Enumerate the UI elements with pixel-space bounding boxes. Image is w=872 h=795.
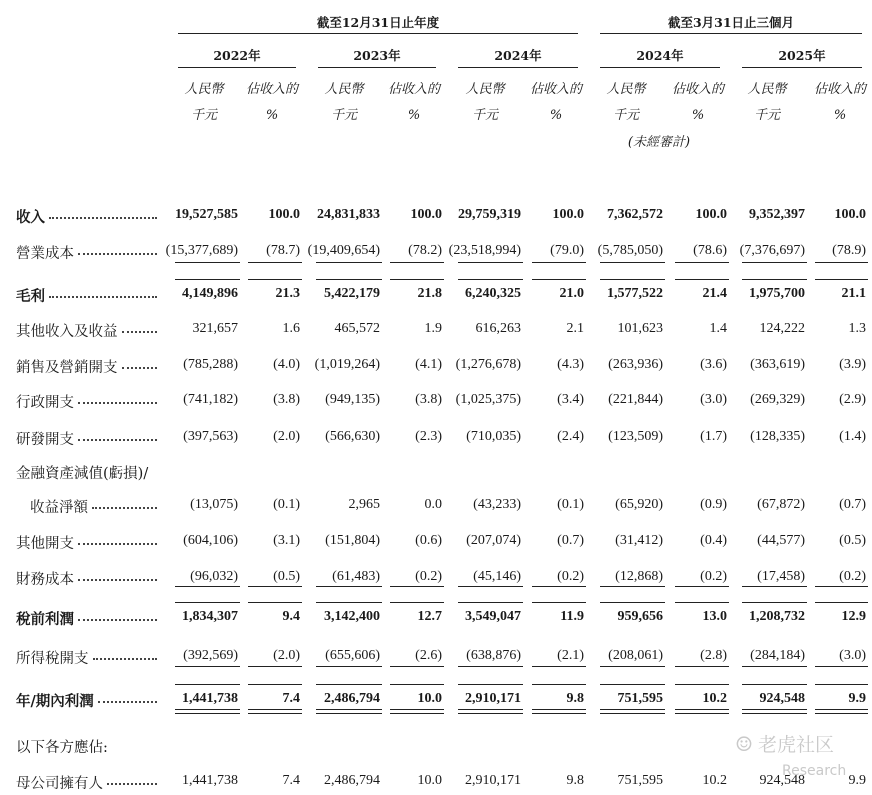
percent-cell: (3.8): [273, 392, 300, 407]
percent-cell: (2.3): [415, 429, 442, 444]
amount-cell: (263,936): [608, 357, 663, 372]
percent-cell: 10.2: [702, 691, 727, 706]
amount-cell: (741,182): [183, 392, 238, 407]
unit-pct: 佔收入的 %: [529, 82, 582, 123]
row-label: 所得稅開支: [16, 651, 89, 667]
amount-cell: (1,025,375): [455, 392, 521, 407]
percent-cell: (0.1): [273, 497, 300, 512]
total-double-rule: [248, 709, 302, 710]
percent-cell: 10.0: [417, 691, 442, 706]
subtotal-rule: [316, 262, 382, 263]
subtotal-rule: [458, 262, 523, 263]
amount-cell: 3,549,047: [465, 609, 521, 624]
percent-cell: 7.4: [282, 691, 300, 706]
percent-cell: 1.3: [848, 321, 866, 336]
percent-cell: (0.2): [415, 569, 442, 584]
percent-cell: (2.4): [557, 429, 584, 444]
total-double-rule: [248, 713, 302, 714]
subtotal-rule: [742, 666, 807, 667]
amount-cell: (710,035): [466, 429, 521, 444]
year-2024-3m: 2024年: [636, 48, 684, 63]
amount-cell: 465,572: [334, 321, 380, 336]
unit-pct: 佔收入的 %: [813, 82, 866, 123]
subtotal-rule: [175, 684, 240, 685]
percent-cell: (0.9): [700, 497, 727, 512]
subtotal-rule: [815, 684, 868, 685]
percent-cell: (78.2): [408, 243, 442, 258]
subtotal-rule: [248, 684, 302, 685]
row-label: 其他開支: [16, 536, 74, 552]
subtotal-rule: [316, 666, 382, 667]
rule-year-2024-3m: [600, 67, 720, 68]
amount-cell: 2,486,794: [324, 773, 380, 788]
subtotal-rule: [316, 602, 382, 603]
percent-cell: (1.4): [839, 429, 866, 444]
percent-cell: (0.1): [557, 497, 584, 512]
subtotal-rule: [390, 279, 444, 280]
percent-cell: 11.9: [560, 609, 584, 624]
rule-year-2024: [458, 67, 578, 68]
row-label: 稅前利潤: [16, 611, 74, 628]
amount-cell: 1,975,700: [749, 286, 805, 301]
percent-cell: 2.1: [566, 321, 584, 336]
percent-cell: 21.1: [841, 286, 866, 301]
subtotal-rule: [248, 666, 302, 667]
total-double-rule: [532, 709, 586, 710]
subtotal-rule: [248, 586, 302, 587]
amount-cell: (221,844): [608, 392, 663, 407]
percent-cell: (0.7): [557, 533, 584, 548]
amount-cell: 616,263: [475, 321, 521, 336]
percent-cell: 10.2: [702, 773, 727, 788]
amount-cell: (208,061): [608, 648, 663, 663]
unaudited-note: (未經審計): [627, 135, 691, 150]
percent-cell: (0.2): [557, 569, 584, 584]
percent-cell: (0.2): [700, 569, 727, 584]
percent-cell: 7.4: [282, 773, 300, 788]
row-label: 年/期內利潤: [16, 693, 94, 710]
amount-cell: 101,623: [617, 321, 663, 336]
watermark: [735, 730, 834, 757]
amount-cell: 29,759,319: [458, 207, 521, 222]
subtotal-rule: [532, 666, 586, 667]
amount-cell: (363,619): [750, 357, 805, 372]
subtotal-rule: [248, 602, 302, 603]
subtotal-rule: [390, 666, 444, 667]
watermark-brand: 老虎社区: [758, 734, 835, 756]
amount-cell: (949,135): [325, 392, 380, 407]
subtotal-rule: [175, 262, 240, 263]
total-double-rule: [742, 709, 807, 710]
subtotal-rule: [815, 279, 868, 280]
percent-cell: (0.7): [839, 497, 866, 512]
amount-cell: 1,441,738: [182, 773, 238, 788]
amount-cell: 924,548: [759, 773, 805, 788]
percent-cell: 0.0: [424, 497, 442, 512]
unit-pct: 佔收入的 %: [387, 82, 440, 123]
percent-cell: (0.2): [839, 569, 866, 584]
percent-cell: (3.4): [557, 392, 584, 407]
year-2025-3m: 2025年: [778, 48, 826, 63]
unit-pct: 佔收入的 %: [671, 82, 724, 123]
total-double-rule: [815, 709, 868, 710]
amount-cell: 5,422,179: [324, 286, 380, 301]
amount-cell: (655,606): [325, 648, 380, 663]
row-label: 其他收入及收益: [16, 324, 118, 340]
subtotal-rule: [175, 279, 240, 280]
subtotal-rule: [675, 586, 729, 587]
watermark-sub: Research: [782, 763, 847, 779]
amount-cell: (12,868): [615, 569, 663, 584]
total-double-rule: [675, 713, 729, 714]
row-label: 母公司擁有人: [16, 776, 103, 792]
subtotal-rule: [675, 602, 729, 603]
subtotal-rule: [600, 684, 665, 685]
subtotal-rule: [458, 666, 523, 667]
row-label: 研發開支: [16, 432, 74, 448]
amount-cell: (15,377,689): [165, 243, 238, 258]
percent-cell: 9.4: [282, 609, 300, 624]
year-2022: 2022年: [213, 48, 261, 63]
amount-cell: (604,106): [183, 533, 238, 548]
percent-cell: (4.1): [415, 357, 442, 372]
percent-cell: 12.9: [841, 609, 866, 624]
subtotal-rule: [458, 279, 523, 280]
amount-cell: (284,184): [750, 648, 805, 663]
amount-cell: (43,233): [473, 497, 521, 512]
percent-cell: 21.4: [702, 286, 727, 301]
amount-cell: 2,486,794: [324, 691, 380, 706]
subtotal-rule: [742, 262, 807, 263]
year-2023: 2023年: [353, 48, 401, 63]
rule-3m-group: [600, 33, 862, 34]
amount-cell: (65,920): [615, 497, 663, 512]
subtotal-rule: [815, 666, 868, 667]
row-label: 銷售及營銷開支: [16, 360, 118, 376]
percent-cell: (79.0): [550, 243, 584, 258]
total-double-rule: [742, 713, 807, 714]
percent-cell: 21.0: [559, 286, 584, 301]
percent-cell: (2.8): [700, 648, 727, 663]
row-label: 行政開支: [16, 395, 74, 411]
percent-cell: (0.6): [415, 533, 442, 548]
subtotal-rule: [742, 279, 807, 280]
amount-cell: 3,142,400: [324, 609, 380, 624]
amount-cell: 959,656: [617, 609, 663, 624]
percent-cell: 1.4: [709, 321, 727, 336]
amount-cell: (128,335): [750, 429, 805, 444]
row-label: 營業成本: [16, 246, 74, 262]
amount-cell: (392,569): [183, 648, 238, 663]
percent-cell: 9.9: [848, 773, 866, 788]
amount-cell: 924,548: [759, 691, 805, 706]
amount-cell: 19,527,585: [175, 207, 238, 222]
percent-cell: (1.7): [700, 429, 727, 444]
total-double-rule: [175, 709, 240, 710]
subtotal-rule: [175, 666, 240, 667]
percent-cell: 100.0: [834, 207, 866, 222]
subtotal-rule: [675, 279, 729, 280]
subtotal-rule: [600, 666, 665, 667]
year-2024: 2024年: [494, 48, 542, 63]
rule-fy-group: [178, 33, 578, 34]
percent-cell: 1.9: [424, 321, 442, 336]
total-double-rule: [175, 713, 240, 714]
percent-cell: 9.8: [566, 773, 584, 788]
subtotal-rule: [316, 586, 382, 587]
amount-cell: (61,483): [332, 569, 380, 584]
subtotal-rule: [675, 666, 729, 667]
subtotal-rule: [390, 684, 444, 685]
subtotal-rule: [458, 602, 523, 603]
unit-amount: 人民幣 千元: [747, 82, 787, 123]
percent-cell: (78.6): [693, 243, 727, 258]
amount-cell: 751,595: [617, 773, 663, 788]
amount-cell: (151,804): [325, 533, 380, 548]
subtotal-rule: [458, 586, 523, 587]
row-label: 財務成本: [16, 572, 74, 588]
subtotal-rule: [532, 602, 586, 603]
percent-cell: (3.0): [839, 648, 866, 663]
percent-cell: (4.3): [557, 357, 584, 372]
amount-cell: 2,910,171: [465, 773, 521, 788]
subtotal-rule: [532, 262, 586, 263]
amount-cell: 1,577,522: [607, 286, 663, 301]
amount-cell: 9,352,397: [749, 207, 805, 222]
amount-cell: (7,376,697): [739, 243, 805, 258]
percent-cell: (3.9): [839, 357, 866, 372]
subtotal-rule: [742, 586, 807, 587]
total-double-rule: [458, 713, 523, 714]
amount-cell: (17,458): [757, 569, 805, 584]
percent-cell: 13.0: [702, 609, 727, 624]
row-label: 以下各方應佔:: [16, 740, 108, 756]
subtotal-rule: [390, 586, 444, 587]
subtotal-rule: [742, 602, 807, 603]
percent-cell: 100.0: [268, 207, 300, 222]
percent-cell: 12.7: [417, 609, 442, 624]
subtotal-rule: [532, 279, 586, 280]
amount-cell: (23,518,994): [448, 243, 521, 258]
total-double-rule: [316, 713, 382, 714]
percent-cell: 100.0: [695, 207, 727, 222]
total-double-rule: [600, 713, 665, 714]
subtotal-rule: [600, 602, 665, 603]
amount-cell: (13,075): [190, 497, 238, 512]
percent-cell: 21.3: [275, 286, 300, 301]
percent-cell: (0.5): [839, 533, 866, 548]
amount-cell: (1,276,678): [455, 357, 521, 372]
amount-cell: (397,563): [183, 429, 238, 444]
unit-amount: 人民幣 千元: [465, 82, 505, 123]
row-label: 毛利: [16, 288, 45, 305]
percent-cell: 21.8: [417, 286, 442, 301]
total-double-rule: [600, 709, 665, 710]
subtotal-rule: [675, 262, 729, 263]
subtotal-rule: [815, 602, 868, 603]
percent-cell: (2.0): [273, 648, 300, 663]
percent-cell: (2.0): [273, 429, 300, 444]
subtotal-rule: [458, 684, 523, 685]
rule-year-2023: [318, 67, 436, 68]
subtotal-rule: [532, 684, 586, 685]
percent-cell: (2.1): [557, 648, 584, 663]
amount-cell: 24,831,833: [317, 207, 380, 222]
percent-cell: (0.4): [700, 533, 727, 548]
percent-cell: (3.0): [700, 392, 727, 407]
percent-cell: (4.0): [273, 357, 300, 372]
rule-year-2022: [178, 67, 296, 68]
subtotal-rule: [600, 262, 665, 263]
amount-cell: 7,362,572: [607, 207, 663, 222]
amount-cell: 1,441,738: [182, 691, 238, 706]
amount-cell: (638,876): [466, 648, 521, 663]
percent-cell: (2.9): [839, 392, 866, 407]
amount-cell: (207,074): [466, 533, 521, 548]
amount-cell: (5,785,050): [597, 243, 663, 258]
percent-cell: (78.9): [832, 243, 866, 258]
amount-cell: 2,965: [348, 497, 380, 512]
amount-cell: (96,032): [190, 569, 238, 584]
amount-cell: (45,146): [473, 569, 521, 584]
header-3m-group: 截至3月31日止三個月: [667, 15, 795, 30]
total-double-rule: [815, 713, 868, 714]
total-double-rule: [458, 709, 523, 710]
subtotal-rule: [675, 684, 729, 685]
percent-cell: 9.9: [848, 691, 866, 706]
total-double-rule: [316, 709, 382, 710]
total-double-rule: [390, 713, 444, 714]
percent-cell: 1.6: [282, 321, 300, 336]
amount-cell: (123,509): [608, 429, 663, 444]
subtotal-rule: [248, 262, 302, 263]
percent-cell: (0.5): [273, 569, 300, 584]
unit-amount: 人民幣 千元: [184, 82, 224, 123]
subtotal-rule: [175, 586, 240, 587]
percent-cell: (78.7): [266, 243, 300, 258]
watermark-logo-icon: ☺: [735, 732, 753, 756]
amount-cell: 4,149,896: [182, 286, 238, 301]
amount-cell: (67,872): [757, 497, 805, 512]
row-label-continuation: 收益淨額: [30, 500, 88, 516]
subtotal-rule: [815, 586, 868, 587]
unit-amount: 人民幣 千元: [606, 82, 646, 123]
percent-cell: 10.0: [417, 773, 442, 788]
amount-cell: (785,288): [183, 357, 238, 372]
rule-year-2025-3m: [742, 67, 862, 68]
percent-cell: 100.0: [410, 207, 442, 222]
subtotal-rule: [248, 279, 302, 280]
subtotal-rule: [316, 279, 382, 280]
row-label: 收入: [16, 209, 45, 226]
amount-cell: (1,019,264): [314, 357, 380, 372]
subtotal-rule: [175, 602, 240, 603]
subtotal-rule: [390, 602, 444, 603]
amount-cell: 1,208,732: [749, 609, 805, 624]
amount-cell: 1,834,307: [182, 609, 238, 624]
amount-cell: 321,657: [192, 321, 238, 336]
percent-cell: 100.0: [552, 207, 584, 222]
subtotal-rule: [390, 262, 444, 263]
total-double-rule: [390, 709, 444, 710]
percent-cell: (2.6): [415, 648, 442, 663]
amount-cell: (566,630): [325, 429, 380, 444]
header-fy-group: 截至12月31日止年度: [316, 15, 440, 30]
unit-amount: 人民幣 千元: [324, 82, 364, 123]
amount-cell: (269,329): [750, 392, 805, 407]
percent-cell: 9.8: [566, 691, 584, 706]
amount-cell: 6,240,325: [465, 286, 521, 301]
amount-cell: 2,910,171: [465, 691, 521, 706]
subtotal-rule: [532, 586, 586, 587]
percent-cell: (3.6): [700, 357, 727, 372]
total-double-rule: [675, 709, 729, 710]
subtotal-rule: [600, 279, 665, 280]
total-double-rule: [532, 713, 586, 714]
amount-cell: (19,409,654): [307, 243, 380, 258]
subtotal-rule: [742, 684, 807, 685]
unit-pct: 佔收入的 %: [245, 82, 298, 123]
amount-cell: (44,577): [757, 533, 805, 548]
subtotal-rule: [316, 684, 382, 685]
amount-cell: 751,595: [617, 691, 663, 706]
percent-cell: (3.1): [273, 533, 300, 548]
subtotal-rule: [600, 586, 665, 587]
amount-cell: (31,412): [615, 533, 663, 548]
percent-cell: (3.8): [415, 392, 442, 407]
subtotal-rule: [815, 262, 868, 263]
row-label: 金融資產減值(虧損)/: [16, 466, 149, 482]
amount-cell: 124,222: [759, 321, 805, 336]
